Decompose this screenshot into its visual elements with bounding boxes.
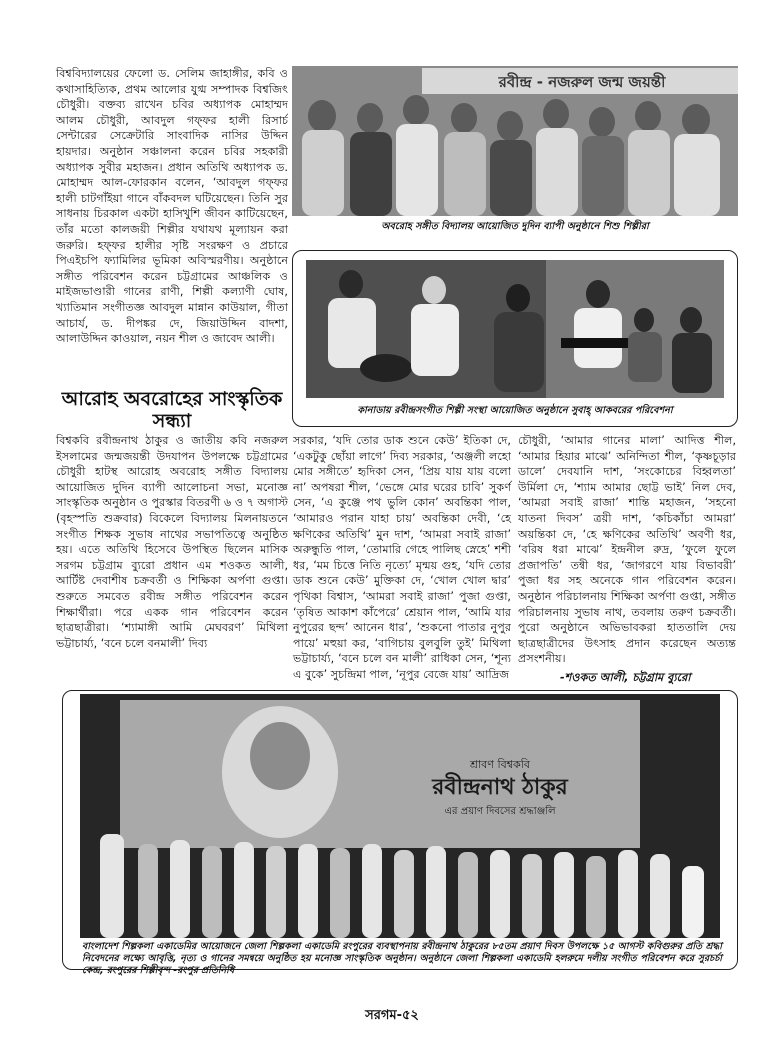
article-signature: -শওকত আলী, চট্টগ্রাম ব্যুরো: [560, 671, 691, 684]
article-continuation-text: বিশ্ববিদ্যালয়ের ফেলো ড. সেলিম জাহাঙ্গীর, কবি ও কথাসাহিত্যিক, প্রথম আলোর যুগ্ম সম্পাদক বিশ্বজিৎ চৌধুরী। বক্তব্য রাখেন চবির অধ্যাপক মোহাম্মদ আলম চৌধুরী, আবদুল গফ্ফর হালী রিসার্চ সেন্টারের সেক্রেটারি সাংবাদিক নাসির উদ্দিন হায়দার। অনুষ্ঠান সঞ্চালনা করেন চবির সহকারী অধ্যাপক সুবীর মহাজন। প্রধান অতিথি অধ্যাপক ড. মোহাম্মদ আল-ফোরকান বলেন, ‘আবদুল গফ্ফর হালী চাটগাঁইয়া গানে বাঁকবদল ঘটিয়েছেন। তিনি সুর সাধনায় চিরকাল একটা হাসিখুশি জীবন কাটিয়েছেন, তাঁর মতো কালজয়ী শিল্পীর যথাযথ মূল্যায়ন করা জরুরি। হফ্ফর হালীর সৃষ্টি সংরক্ষণ ও প্রচারে পিএইচপি ফ্যামিলির ভূমিকা অবিস্মরণীয়। অনুষ্ঠানে সঙ্গীত পরিবেশন করেন চট্টগ্রামের আঞ্চলিক ও মাইজভাণ্ডারী গানের রাণী, শিল্পী কল্যাণী ঘোষ, খ্যাতিমান সংগীতজ্ঞ আবদুল মান্নান কাউয়াল, গীতা আচার্য, ড. দীপঙ্কর দে, জিয়াউদ্দিন বাদশা, আলাউদ্দিন কাওয়াল, নয়ন শীল ও জাবেদ আলী।: [56, 67, 288, 346]
photo3-caption: বাংলাদেশ শিল্পকলা একাডেমির আয়োজনে জেলা শিল্পকলা একাডেমি রংপুরের ব্যবস্থাপনায় রবীন্দ্রনাথ ঠাকুরের ৮৫তম প্রয়াণ দিবস উপলক্ষে ১৫ আগস্ট কবিগুরুর প্রতি শ্রদ্ধা নিবেদনের লক্ষ্যে আবৃত্তি, নৃত্য ও গানের সমন্বয়ে অনুষ্ঠিত হয় মনোজ্ঞ সাংস্কৃতিক অনুষ্ঠান। অনুষ্ঠানে জেলা শিল্পকলা একাডেমি হলরুমে দলীয় সংগীত পরিবেশন করে সুরচর্চা কেন্দ্র, রংপুরের শিল্পীবৃন্দ -রংপুর প্রতিনিধি: [82, 941, 722, 976]
backdrop-line-1: শ্রাবণ বিশ্বকবি: [470, 758, 530, 771]
stage-choir-illustration: [80, 694, 720, 938]
page-number: সরগম-৫২: [365, 1008, 419, 1023]
backdrop-line-2: রবীন্দ্রনাথ ঠাকুর: [432, 774, 568, 800]
photo2-caption: কানাডায় রবীন্দ্রসংগীত শিল্পী সংস্থা আয়োজিত অনুষ্ঠানে সুবাহ্‌ আকবরের পরিবেশনা: [357, 405, 673, 416]
article-column-2-text: সরকার, ‘যদি তোর ডাক শুনে কেউ’ ইতিকা দে, ‘একটুকু ছোঁয়া লাগে’ দিব্য সরকার, ‘অঞ্জলী লহো মোর সঙ্গীতে’ হৃদিকা সেন, ‘প্রিয় যায় যায় বলো না’ অপষরা শীল, ‘ভেঙ্গে মোর ঘরের চাবি’ সুকর্ণ সেন, ‘এ কুঞ্জে পথ ভুলি কোন’ অবন্তিকা পাল, ‘আমারও পরান যাহা চায়’ অবন্তিকা দেবী, ‘হে ক্ষণিকের অতিথি’ মুন দাশ, ‘আমরা সবাই রাজা’ অরুন্ধুতি পাল, ‘তোমারি গেহে পালিছ স্নেহে’ শশী ধর, ‘মম চিত্তে নিতি নৃত্যে’ মৃন্ময় গুহ, ‘যদি তোর ডাক শুনে কেউ’ মুক্তিকা দে, ‘খোল খোল দ্বার’ পৃথিকা বিশ্বাস, ‘আমরা সবাই রাজা’ পুজা গুপ্তা, ‘তৃষিত আকাশ কাঁপেরে’ শ্রেয়ান পাল, ‘আমি যার নুপুরের ছন্দ’ আনেন ধার’, ‘শুকনো পাতার নুপুর পায়ে’ মহুয়া কর, ‘বাগিচায় বুলবুলি তুই’ মিথিলা ভট্টাচার্য্য, ‘বনে চলে বন মালী’ রাধিকা সেন, ‘শূন্য এ বুকে’ সুচন্দ্রিমা পাল, ‘নূপুর বেজে যায়’ আদ্রিজ: [293, 434, 511, 681]
article-headline: আরোহ অবরোহের সাংস্কৃতিক সন্ধ্যা: [61, 388, 283, 432]
children-group-photo: [292, 66, 738, 216]
article-column-3-text: চৌধুরী, ‘আমার গানের মালা’ আদিত্ত শীল, ‘আমার হিয়ার মাঝে’ অনিন্দিতা শীল, ‘কৃষ্ণচূড়ার ডালে’ দেবযানি দাশ, ‘সংকোচের বিহ্বলতা’ উর্মিলা দে, ‘শ্যাম আমার ছোট্ট ভাই’ নিল দেব, ‘আমরা সবাই রাজা’ শান্তি মহাজন, ‘সহনো যাতনা দিবস’ ত্রয়ী দাশ, ‘কচিকাঁচা আমরা’ অয়ন্তিকা দে, ‘হে ক্ষণিকের অতিথি’ অবণী ধর, ‘বরিষ ধরা মাঝে’ ইন্দ্রনীল রুদ্র, ‘ফুলে ফুলে প্রজাপতি’ তন্বী ধর, ‘জাগরণে যায় বিভাবরী’ পুজা ধর সহ অনেকে গান পরিবেশন করেন। অনুষ্ঠান পরিচালনায় শিক্ষিকা অর্পণা গুপ্তা, সঙ্গীত পরিচালনায় সুভাষ নাথ, তবলায় তরুণ চক্রবর্তী। পুরো অনুষ্ঠানে অভিভাবকরা হাততালি দেয় ছাত্রছাত্রীদের উৎসাহ প্রদান করেছেন অত্যন্ত প্রসংশনীয়।: [518, 434, 736, 666]
children-group-illustration: [292, 66, 738, 216]
stage-choir-photo: [80, 694, 720, 938]
musicians-performance-photo: [306, 260, 724, 398]
article-continuation: [56, 66, 288, 347]
article-column-1: [56, 433, 288, 651]
article-column-1-text: বিশ্বকবি রবীন্দ্রনাথ ঠাকুর ও জাতীয় কবি নজরুল ইসলামের জন্মজয়ন্তী উদযাপন উপলক্ষে চট্টগ্রামের চৌধুরী হাটস্থ আরোহ অবরোহ সঙ্গীত বিদ্যালয় আয়োজিত দুদিন ব্যাপী আলোচনা সভা, মনোজ্ঞ সাংস্কৃতিক অনুষ্ঠান ও পুরস্কার বিতরণী ৬ ও ৭ অগাস্ট (বৃহস্পতি শুক্রবার) বিকেলে বিদ্যালয় মিলনায়তনে সংগীত শিক্ষক সুভাষ নাথের সভাপতিত্বে অনুষ্ঠিত হয়। এতে অতিথি হিসেবে উপস্থিত ছিলেন মাসিক সরগম চট্টগ্রাম ব্যুরো প্রধান এম শওকত আলী, আর্টিষ্ট দেবাশীষ চক্রবর্তী ও শিক্ষিকা অর্পণা গুপ্তা। শুরুতে সমবেত রবীন্দ্র সঙ্গীত পরিবেশন করেন শিক্ষার্থীরা। পরে একক গান পরিবেশন করেন ছাত্রছাত্রীরা। ‘শ্যামাঙ্গী আমি মেঘবরণ’ মিথিলা ভট্টাচার্য্য, ‘বনে চলে বনমালী’ দিব্য: [56, 434, 288, 650]
article-column-3: [518, 433, 736, 667]
article-column-2: [293, 433, 511, 683]
banner-text: রবীন্দ্র - নজরুল জন্ম জয়ন্তী: [498, 73, 666, 91]
musicians-illustration: [306, 260, 724, 398]
photo1-caption: অবরোহ সঙ্গীত বিদ্যালয় আয়োজিত দুদিন ব্যাপী অনুষ্ঠানে শিশু শিল্পীরা: [381, 221, 649, 232]
backdrop-line-3: এর প্রয়াণ দিবসের শ্রদ্ধাঞ্জলি: [444, 806, 556, 817]
